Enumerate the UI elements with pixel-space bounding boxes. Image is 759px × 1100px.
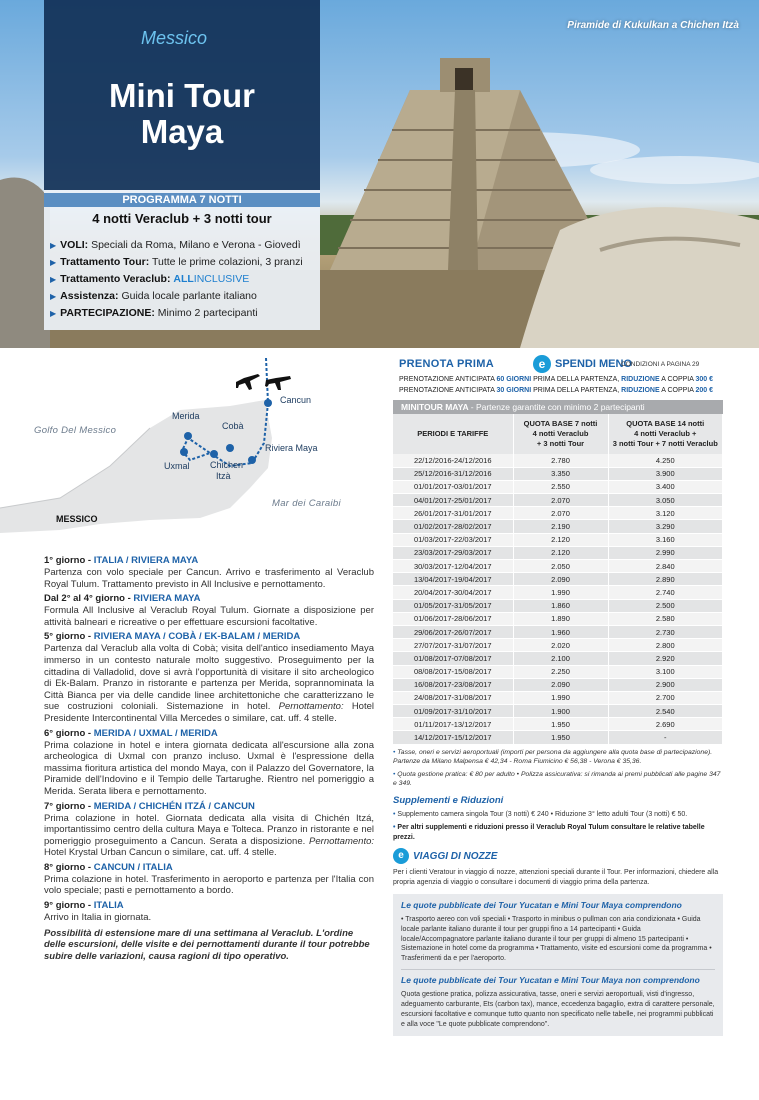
cell-quota-7: 2.100 [513, 652, 608, 665]
city-chichen: Chichen [210, 460, 244, 470]
itinerary [44, 552, 374, 962]
table-row [393, 652, 723, 665]
cell-quota-7: 2.090 [513, 678, 608, 691]
city-uxmal: Uxmal [164, 461, 190, 471]
price-column [393, 355, 723, 1036]
cell-period: 01/03/2017-22/03/2017 [393, 533, 513, 546]
sea-gulf-label: Golfo Del Messico [34, 425, 117, 436]
map-graphic [0, 348, 380, 540]
price-table [393, 414, 723, 745]
nozze-text: Per i clienti Veratour in viaggio di nozze, attenzioni speciali durante il Tour. Per informazioni, chiedere alla propria agenzia di viaggio o consultare i documenti di viaggio prima della partenza. [393, 869, 719, 886]
cell-quota-14: - [608, 731, 723, 744]
cell-period: 14/12/2017-15/12/2017 [393, 731, 513, 744]
cell-quota-14: 2.800 [608, 639, 723, 652]
route-map [0, 348, 380, 540]
table-row [393, 480, 723, 493]
table-row [393, 705, 723, 718]
table-row [393, 586, 723, 599]
city-riviera-maya: Riviera Maya [265, 443, 318, 453]
viaggi-nozze-logo: e VIAGGI DI NOZZE [393, 846, 723, 868]
arrow-icon: ▶ [50, 275, 57, 284]
cell-quota-14: 2.700 [608, 691, 723, 704]
photo-caption: Piramide di Kukulkan a Chichen Itzà [567, 20, 739, 31]
cell-quota-14: 2.690 [608, 718, 723, 731]
cell-quota-7: 2.070 [513, 507, 608, 520]
arrow-icon: ▶ [50, 292, 57, 301]
city-cancun: Cancun [280, 395, 312, 405]
table-row [393, 507, 723, 520]
cell-quota-14: 3.400 [608, 480, 723, 493]
cell-period: 24/08/2017-31/08/2017 [393, 691, 513, 704]
table-row [393, 665, 723, 678]
prenota-prima-banner [393, 355, 723, 375]
cell-quota-7: 2.120 [513, 533, 608, 546]
cell-quota-7: 1.990 [513, 586, 608, 599]
table-row [393, 612, 723, 625]
cell-quota-7: 2.090 [513, 573, 608, 586]
cell-period: 13/04/2017-19/04/2017 [393, 573, 513, 586]
cell-quota-14: 2.920 [608, 652, 723, 665]
cell-quota-7: 2.050 [513, 560, 608, 573]
prenota-label: PRENOTA PRIMA [399, 358, 494, 370]
program-title: PROGRAMMA 7 NOTTI [44, 193, 320, 207]
program-bullets [50, 237, 303, 322]
table-row [393, 639, 723, 652]
supplements-title: Supplementi e Riduzioni [393, 794, 504, 806]
arrow-icon: ▶ [50, 258, 57, 267]
cell-period: 01/06/2017-28/06/2017 [393, 612, 513, 625]
hero-photo [0, 0, 759, 348]
cell-period: 30/03/2017-12/04/2017 [393, 560, 513, 573]
cell-period: 16/08/2017-23/08/2017 [393, 678, 513, 691]
early-booking-30: PRENOTAZIONE ANTICIPATA 30 GIORNI PRIMA DELLA PARTENZA, RIDUZIONE A COPPIA 200 € [399, 386, 713, 394]
table-row [393, 520, 723, 533]
day-1-text: Partenza con volo speciale per Cancun. Arrivo e trasferimento al Veraclub Royal Tulum. Trattamento previsto in All Inclusive e pernottamento. [44, 567, 374, 590]
col-quota-7: QUOTA BASE 7 notti 4 notti Veraclub + 3 notti Tour [513, 414, 608, 454]
cell-period: 08/08/2017-15/08/2017 [393, 665, 513, 678]
cell-quota-7: 2.780 [513, 454, 608, 467]
price-table-title: MINITOUR MAYA - Partenze garantite con minimo 2 partecipanti [393, 400, 723, 414]
table-row [393, 731, 723, 744]
cell-quota-14: 2.580 [608, 612, 723, 625]
day-6-text: Prima colazione in hotel e intera giornata dedicata all'escursione alla zona archeologica di Uxmal con pranzo incluso. Uxmal è l'espressione della massima fioritura artistica del mondo Maya, con il Palazzo del Governatore, la Piramide dell'Indovino e il Tempio delle Tartarughe. Rientro nel pomeriggio a Merida. Serata libera e pernottamento. [44, 739, 374, 797]
bullet-trattamento-tour: ▶ Trattamento Tour: Tutte le prime colazioni, 3 pranzi [50, 256, 303, 268]
day-8-title: 8° giorno - CANCUN / ITALIA [44, 861, 173, 873]
program-subtitle: 4 notti Veraclub + 3 notti tour [92, 211, 272, 226]
cell-quota-14: 2.990 [608, 546, 723, 559]
table-row [393, 467, 723, 480]
itinerary-note: Possibilità di estensione mare di una settimana al Veraclub. L'ordine delle escursioni, delle visite e dei pernottamenti durante il tour potrebbe subire delle variazioni, causa ragioni di tipo operativo. [44, 927, 370, 962]
cell-quota-14: 3.120 [608, 507, 723, 520]
cell-quota-7: 1.990 [513, 691, 608, 704]
table-row [393, 533, 723, 546]
table-row [393, 560, 723, 573]
prenota-logo-icon: e [533, 355, 551, 373]
cell-quota-7: 2.190 [513, 520, 608, 533]
table-row [393, 718, 723, 731]
cell-period: 01/09/2017-31/10/2017 [393, 705, 513, 718]
admin-note: • Quota gestione pratica: € 80 per adulto • Polizza assicurativa: si rimanda ai premi pubblicati alle pagine 347 e 349. [393, 770, 721, 788]
not-included-title: Le quote pubblicate dei Tour Yucatan e Mini Tour Maya non comprendono [401, 975, 700, 986]
day-7-title: 7° giorno - MERIDA / CHICHÉN ITZÁ / CANCUN [44, 800, 255, 812]
cell-quota-7: 2.250 [513, 665, 608, 678]
cell-quota-7: 1.860 [513, 599, 608, 612]
day-1-title: 1° giorno - ITALIA / RIVIERA MAYA [44, 555, 199, 566]
spendi-label: SPENDI MENO [555, 358, 633, 370]
cell-quota-7: 2.550 [513, 480, 608, 493]
bullet-partecipazione: ▶ PARTECIPAZIONE: Minimo 2 partecipanti [50, 307, 258, 319]
cell-period: 23/03/2017-29/03/2017 [393, 546, 513, 559]
cell-quota-14: 3.900 [608, 467, 723, 480]
sea-caribbean-label: Mar dei Caraibi [272, 498, 341, 509]
table-row [393, 625, 723, 638]
program-box [44, 190, 320, 330]
day-6-title: 6° giorno - MERIDA / UXMAL / MERIDA [44, 727, 218, 739]
nozze-logo-icon: e [393, 848, 409, 864]
city-coba: Cobà [222, 421, 244, 431]
cell-period: 01/08/2017-07/08/2017 [393, 652, 513, 665]
cell-quota-14: 2.740 [608, 586, 723, 599]
cell-period: 26/01/2017-31/01/2017 [393, 507, 513, 520]
day-2-4-title: Dal 2° al 4° giorno - RIVIERA MAYA [44, 593, 201, 605]
cell-period: 25/12/2016-31/12/2016 [393, 467, 513, 480]
cell-quota-7: 3.350 [513, 467, 608, 480]
included-title: Le quote pubblicate dei Tour Yucatan e Mini Tour Maya comprendono [401, 899, 682, 910]
day-5-text: Partenza dal Veraclub alla volta di Cobà; visita dell'antico insediamento Maya immerso in un contesto naturale molto suggestivo. Proseguimento per la cittadina di Valladolid, dove si avrà l'opportunità di visitare il sito archeologico di Ek-Balam. Pranzo in ristorante e partenza per Merida, soprannominata la Città Bianca per via delle candide linee architettoniche che caratterizzano le sue costruzioni coloniali. Sistemazione in hotel. Pernottamento: Hotel Presidente Intercontinental Villa Mercedes o similare, cat. uff. 4 stelle. [44, 643, 374, 724]
cell-period: 04/01/2017-25/01/2017 [393, 494, 513, 507]
bullet-voli: ▶ VOLI: Speciali da Roma, Milano e Verona - Giovedì [50, 239, 301, 251]
arrow-icon: ▶ [50, 241, 57, 250]
cell-quota-14: 2.900 [608, 678, 723, 691]
supplements-line-2: • Per altri supplementi e riduzioni presso il Veraclub Royal Tulum consultare le relative tabelle prezzi. [393, 824, 705, 841]
page-title [44, 78, 320, 150]
country-mexico-label: MESSICO [56, 514, 98, 524]
cell-quota-7: 2.120 [513, 546, 608, 559]
table-row [393, 454, 723, 467]
cell-quota-7: 1.960 [513, 625, 608, 638]
cell-quota-14: 3.160 [608, 533, 723, 546]
supplements-line-1: • Supplemento camera singola Tour (3 notti) € 240 • Riduzione 3° letto adulti Tour (3 notti) € 50. [393, 810, 688, 818]
table-row [393, 599, 723, 612]
bullet-trattamento-veraclub: ▶ Trattamento Veraclub: ALLINCLUSIVE [50, 273, 250, 285]
table-row [393, 573, 723, 586]
early-booking-60: PRENOTAZIONE ANTICIPATA 60 GIORNI PRIMA DELLA PARTENZA, RIDUZIONE A COPPIA 300 € [399, 376, 713, 383]
cell-quota-14: 2.890 [608, 573, 723, 586]
bullet-assistenza: ▶ Assistenza: Guida locale parlante italiano [50, 290, 257, 302]
cell-quota-7: 2.070 [513, 494, 608, 507]
cell-period: 29/06/2017-26/07/2017 [393, 625, 513, 638]
day-9-text: Arrivo in Italia in giornata. [44, 912, 152, 924]
cell-quota-7: 2.020 [513, 639, 608, 652]
day-2-4-text: Formula All Inclusive al Veraclub Royal Tulum. Giornate a disposizione per attività balneari e ricreative o per effettuare escursioni facoltative. [44, 605, 374, 628]
table-row [393, 546, 723, 559]
title-line-1: Mini Tour [108, 77, 256, 114]
day-5-title: 5° giorno - RIVIERA MAYA / COBÀ / EK-BALAM / MERIDA [44, 631, 301, 643]
cell-period: 20/04/2017-30/04/2017 [393, 586, 513, 599]
not-included-text: Quota gestione pratica, polizza assicurativa, tasse, oneri e servizi aeroportuali, visti d'ingresso, adeguamento carburante, Ets (carbon tax), mance, eccedenza bagaglio, extra di carattere personale, escursioni facoltative e comunque tutto quanto non specificato nelle tabelle, nei programmi pubblicati e alla voce "Le quote pubblicate comprendono". [401, 991, 715, 1028]
cell-period: 01/02/2017-28/02/2017 [393, 520, 513, 533]
table-row [393, 678, 723, 691]
cell-period: 01/01/2017-03/01/2017 [393, 480, 513, 493]
day-9-title: 9° giorno - ITALIA [44, 900, 124, 912]
city-merida: Merida [172, 411, 200, 421]
cell-period: 22/12/2016-24/12/2016 [393, 454, 513, 467]
title-line-2: Maya [140, 113, 224, 150]
cell-period: 27/07/2017-31/07/2017 [393, 639, 513, 652]
cell-quota-14: 3.050 [608, 494, 723, 507]
cell-quota-14: 2.730 [608, 625, 723, 638]
day-8-text: Prima colazione in hotel. Trasferimento in aeroporto e partenza per l'Italia con volo speciale; pasti e pernottamento a bordo. [44, 873, 374, 897]
col-periodi: PERIODI E TARIFFE [393, 414, 513, 454]
cell-quota-7: 1.950 [513, 731, 608, 744]
cell-quota-14: 2.540 [608, 705, 723, 718]
cell-quota-14: 2.840 [608, 560, 723, 573]
included-box [393, 894, 723, 1036]
country-label: Messico [140, 28, 207, 48]
col-quota-14: QUOTA BASE 14 notti 4 notti Veraclub + 3 notti Tour + 7 notti Veraclub [608, 414, 723, 454]
tax-note: • Tasse, oneri e servizi aeroportuali (importi per persona da aggiungere alla quota base di partecipazione). Partenze da Milano Malpensa € 42,34 - Roma Fiumicino € 56,38 - Verona € 35,36. [393, 748, 713, 766]
cell-quota-14: 4.250 [608, 454, 723, 467]
day-7-text: Prima colazione in hotel. Giornata dedicata alla visita di Chichén Itzá, importantissimo centro della cultura Maya e Tolteca. Pranzo in ristorante e nel pomeriggio proseguimento a Cancun. Serata a disposizione. Pernottamento: Hotel Krystal Urban Cancun o similare, cat. uff. 4 stelle. [44, 812, 375, 859]
cell-period: 01/05/2017-31/05/2017 [393, 599, 513, 612]
conditions-note: CONDIZIONI A PAGINA 29 [621, 361, 700, 368]
included-text: • Trasporto aereo con voli speciali • Trasporto in minibus o pullman con aria condizionata • Guida locale parlante italiano durante il tour per gruppi fino a 14 partecipanti • Guida locale/Accompagnatore parlante italiano durante il tour per gruppi di almeno 15 partecipanti • Sistemazione in hotel come da programma • Trattamento, visite ed escursioni come da programma • Trasferimenti da e per l'aeroporto. [401, 915, 712, 963]
title-panel [44, 0, 320, 190]
table-row [393, 494, 723, 507]
cell-quota-14: 2.500 [608, 599, 723, 612]
table-row [393, 691, 723, 704]
city-itza: Itzà [216, 471, 231, 481]
cell-quota-14: 3.100 [608, 665, 723, 678]
cell-quota-7: 1.950 [513, 718, 608, 731]
arrow-icon: ▶ [50, 309, 57, 318]
cell-quota-14: 3.290 [608, 520, 723, 533]
cell-period: 01/11/2017-13/12/2017 [393, 718, 513, 731]
cell-quota-7: 1.890 [513, 612, 608, 625]
cell-quota-7: 1.900 [513, 705, 608, 718]
